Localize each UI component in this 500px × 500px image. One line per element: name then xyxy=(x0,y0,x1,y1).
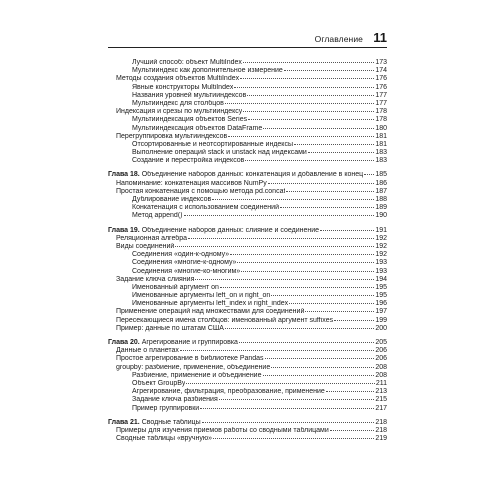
toc-entry-page: 176 xyxy=(375,75,387,83)
toc-entry-title: Именованные аргументы left_on и right_on xyxy=(132,292,271,300)
toc-entry-page: 190 xyxy=(375,212,387,220)
dot-leader xyxy=(263,128,374,129)
toc-entry xyxy=(108,427,387,435)
toc-entry-title: Виды соединений xyxy=(116,242,175,250)
toc-entry-page: 218 xyxy=(375,418,387,426)
dot-leader xyxy=(334,320,374,321)
dot-leader xyxy=(268,183,375,184)
toc-entry-title: Напоминание: конкатенация массивов NumPy xyxy=(116,179,267,187)
dot-leader xyxy=(225,103,375,104)
chapter-title: Сводные таблицы xyxy=(141,418,201,426)
toc-entry xyxy=(108,59,387,67)
toc-entry-title: Мультииндекс как дополнительное измерение xyxy=(132,67,283,75)
toc-entry xyxy=(108,141,387,149)
chapter-label: Глава 20. xyxy=(108,339,140,346)
toc-entry xyxy=(108,317,387,325)
toc-entry-page: 176 xyxy=(375,83,387,91)
dot-leader xyxy=(271,367,374,368)
toc-entry-page: 186 xyxy=(375,179,387,187)
toc-entry-title: Перегруппировка мультииндексов xyxy=(116,132,228,140)
dot-leader xyxy=(220,287,374,288)
toc-entry-page: 219 xyxy=(375,435,387,443)
dot-leader xyxy=(294,144,374,145)
dot-leader xyxy=(213,438,374,439)
toc-entry xyxy=(108,347,387,355)
toc-entry xyxy=(108,372,387,380)
toc-entry xyxy=(108,243,387,251)
toc-entry-title: Дублирование индексов xyxy=(132,196,212,203)
toc-entry-page: 205 xyxy=(375,339,387,346)
dot-leader xyxy=(364,174,374,175)
toc-entry-title xyxy=(108,171,363,179)
toc-entry-page: 192 xyxy=(375,234,387,242)
toc-entry-title xyxy=(108,419,201,427)
chapter-label: Глава 21. xyxy=(108,418,140,426)
running-header xyxy=(108,30,387,48)
toc-chapter-entry xyxy=(108,419,387,427)
toc-entry xyxy=(108,67,387,75)
dot-leader xyxy=(228,136,374,137)
toc-entry-page: 188 xyxy=(375,196,387,203)
toc-entry-page: 206 xyxy=(375,355,387,363)
toc-chapter-entry xyxy=(108,339,387,347)
toc-entry xyxy=(108,125,387,133)
toc-entry xyxy=(108,292,387,300)
toc-entry-page: 193 xyxy=(375,267,387,275)
dot-leader xyxy=(225,328,374,329)
toc-entry-title: groupby: разбиение, применение, объединение xyxy=(116,363,271,371)
toc-entry-title: Соединения «один-к-одному» xyxy=(132,251,230,259)
dot-leader xyxy=(245,160,374,161)
toc-entry-page: 217 xyxy=(375,404,387,412)
toc-entry-page: 218 xyxy=(375,426,387,434)
toc-entry-page: 177 xyxy=(375,91,387,99)
dot-leader xyxy=(289,303,374,304)
toc-entry xyxy=(108,300,387,308)
dot-leader xyxy=(188,238,374,239)
toc-entry-title: Объект GroupBy xyxy=(132,379,186,387)
dot-leader xyxy=(239,342,374,343)
dot-leader xyxy=(180,350,374,351)
page-number: 11 xyxy=(373,30,387,45)
toc-entry-page: 199 xyxy=(375,316,387,324)
toc-entry-page: 192 xyxy=(375,242,387,250)
toc-entry xyxy=(108,259,387,267)
toc-entry xyxy=(108,308,387,316)
toc-entry-page: 213 xyxy=(375,388,387,396)
dot-leader xyxy=(237,262,374,263)
toc-entry xyxy=(108,276,387,284)
toc-entry-title xyxy=(108,339,238,347)
dot-leader xyxy=(280,207,374,208)
toc-entry xyxy=(108,235,387,243)
toc-entry-page: 181 xyxy=(375,132,387,140)
toc-entry xyxy=(108,116,387,124)
toc-entry xyxy=(108,188,387,196)
toc-entry xyxy=(108,133,387,141)
dot-leader xyxy=(186,383,374,384)
toc-entry xyxy=(108,75,387,83)
dot-leader xyxy=(330,430,375,431)
toc-entry-title: Именованные аргументы left_index и right_index xyxy=(132,300,289,308)
toc-entry-page: 189 xyxy=(375,204,387,212)
toc-entry-title: Отсортированные и неотсортированные индексы xyxy=(132,140,293,148)
dot-leader xyxy=(248,119,374,120)
toc-entry-page: 187 xyxy=(375,187,387,195)
toc-entry-page: 191 xyxy=(375,226,387,234)
toc-entry-page: 206 xyxy=(375,347,387,355)
toc-entry-page: 181 xyxy=(375,140,387,148)
toc-entry-page: 208 xyxy=(375,371,387,379)
chapter-label: Глава 19. xyxy=(108,226,140,234)
toc-entry-page: 195 xyxy=(375,292,387,300)
toc-entry-title: Агрегирование, фильтрация, преобразование, применение xyxy=(132,388,325,396)
dot-leader xyxy=(240,78,374,79)
toc-entry-page: 173 xyxy=(375,59,387,66)
toc-entry xyxy=(108,157,387,165)
toc-entry xyxy=(108,212,387,220)
dot-leader xyxy=(234,87,374,88)
toc-chapter-entry xyxy=(108,171,387,179)
toc-entry xyxy=(108,180,387,188)
toc-entry-title: Пересекающиеся имена столбцов: именованный аргумент suffixes xyxy=(116,316,334,324)
dot-leader xyxy=(320,230,374,231)
toc-entry-title: Соединения «многие-ко-многим» xyxy=(132,267,241,275)
toc-entry-page: 174 xyxy=(375,67,387,75)
toc-entry-page: 178 xyxy=(375,108,387,116)
toc-entry xyxy=(108,92,387,100)
toc-entry xyxy=(108,284,387,292)
dot-leader xyxy=(241,271,374,272)
toc-entry-title: Мультииндексация объектов Series xyxy=(132,116,248,124)
toc-entry-page: 200 xyxy=(375,324,387,332)
toc-entry-title xyxy=(108,227,319,235)
toc-entry-page: 180 xyxy=(375,124,387,132)
dot-leader xyxy=(184,215,375,216)
toc-entry xyxy=(108,355,387,363)
toc-entry xyxy=(108,84,387,92)
toc-entry-page: 192 xyxy=(375,251,387,259)
toc-entry-title: Метод append() xyxy=(132,212,183,220)
toc-entry-title: Явные конструкторы MultiIndex xyxy=(132,83,234,91)
toc-entry-title: Реляционная алгебра xyxy=(116,234,188,242)
dot-leader xyxy=(305,311,374,312)
toc-entry-title: Простое агрегирование в библиотеке Pandas xyxy=(116,355,264,363)
chapter-label: Глава 18. xyxy=(108,171,140,179)
toc-entry-title: Пример группировки xyxy=(132,404,200,412)
toc-entry-title: Данные о планетах xyxy=(116,347,179,355)
dot-leader xyxy=(202,422,375,423)
toc-chapter-entry xyxy=(108,227,387,235)
toc-entry-page: 197 xyxy=(375,308,387,316)
toc-entry-page: 183 xyxy=(375,157,387,165)
toc-entry-title: Мультииндекс для столбцов xyxy=(132,99,224,107)
toc-entry-page: 185 xyxy=(375,171,387,179)
toc-entry xyxy=(108,108,387,116)
dot-leader xyxy=(243,62,374,63)
toc-entry-title: Названия уровней мультииндексов xyxy=(132,91,247,99)
dot-leader xyxy=(263,375,375,376)
toc-entry-page: 178 xyxy=(375,116,387,124)
toc-entry xyxy=(108,251,387,259)
toc-entry-title: Создание и перестройка индексов xyxy=(132,157,245,165)
toc-entry-title: Разбиение, применение и объединение xyxy=(132,371,262,379)
dot-leader xyxy=(175,246,374,247)
toc-entry-page: 183 xyxy=(375,149,387,157)
toc-entry xyxy=(108,149,387,157)
toc-entry-title: Задание ключа разбиения xyxy=(132,396,218,404)
toc-entry xyxy=(108,196,387,204)
toc-entry-title: Соединения «многие-к-одному» xyxy=(132,259,237,267)
dot-leader xyxy=(265,358,375,359)
toc-entry-title: Сводные таблицы «вручную» xyxy=(116,435,213,443)
toc-entry-title: Простая конкатенация с помощью метода pd.concat xyxy=(116,187,286,195)
chapter-title: Объединение наборов данных: слияние и соединение xyxy=(141,226,320,234)
toc-entry xyxy=(108,268,387,276)
toc-entry-title: Задание ключа слияния xyxy=(116,275,195,283)
toc-entry-title: Именованный аргумент on xyxy=(132,283,219,291)
toc-entry-title: Пример: данные по штатам США xyxy=(116,324,224,332)
toc-entry-page: 211 xyxy=(375,379,387,387)
toc-entry-page: 177 xyxy=(375,99,387,107)
toc-entry-title: Методы создания объектов MultiIndex xyxy=(116,75,240,83)
dot-leader xyxy=(308,152,374,153)
dot-leader xyxy=(284,70,375,71)
dot-leader xyxy=(219,399,375,400)
toc-entry-page: 215 xyxy=(375,396,387,404)
toc-entry-title: Применение операций над множествами для соединений xyxy=(116,308,305,316)
toc-entry-title: Примеры для изучения приемов работы со сводными таблицами xyxy=(116,426,329,434)
toc-entry-page: 193 xyxy=(375,259,387,267)
toc-entry-title: Лучший способ: объект MultiIndex xyxy=(132,59,242,66)
toc-entry xyxy=(108,325,387,333)
chapter-title: Агрегирование и группировка xyxy=(141,339,238,346)
dot-leader xyxy=(243,111,374,112)
dot-leader xyxy=(195,279,374,280)
toc-entry-title: Конкатенация с использованием соединений xyxy=(132,204,279,212)
toc-entry xyxy=(108,380,387,388)
dot-leader xyxy=(212,199,374,200)
toc-entry xyxy=(108,396,387,404)
toc-entry-page: 195 xyxy=(375,283,387,291)
toc-entry xyxy=(108,405,387,413)
dot-leader xyxy=(286,191,374,192)
toc-entry xyxy=(108,204,387,212)
toc-entry-page: 196 xyxy=(375,300,387,308)
toc-entry-title: Индексация и срезы по мультииндексу xyxy=(116,108,243,116)
toc-entry xyxy=(108,388,387,396)
section-name: Оглавление xyxy=(314,34,363,44)
toc-entry xyxy=(108,435,387,443)
toc-entry-title: Мультииндексация объектов DataFrame xyxy=(132,124,263,132)
dot-leader xyxy=(326,391,374,392)
dot-leader xyxy=(200,408,374,409)
header-rule xyxy=(108,47,387,48)
toc-entry-page: 208 xyxy=(375,363,387,371)
table-of-contents xyxy=(108,59,387,443)
toc-entry-page: 194 xyxy=(375,275,387,283)
toc-entry xyxy=(108,100,387,108)
dot-leader xyxy=(271,295,374,296)
chapter-title: Объединение наборов данных: конкатенация и добавление в конец xyxy=(141,171,364,179)
toc-entry-title: Выполнение операций stack и unstack над индексами xyxy=(132,149,307,157)
dot-leader xyxy=(247,95,374,96)
dot-leader xyxy=(230,254,374,255)
toc-entry xyxy=(108,364,387,372)
